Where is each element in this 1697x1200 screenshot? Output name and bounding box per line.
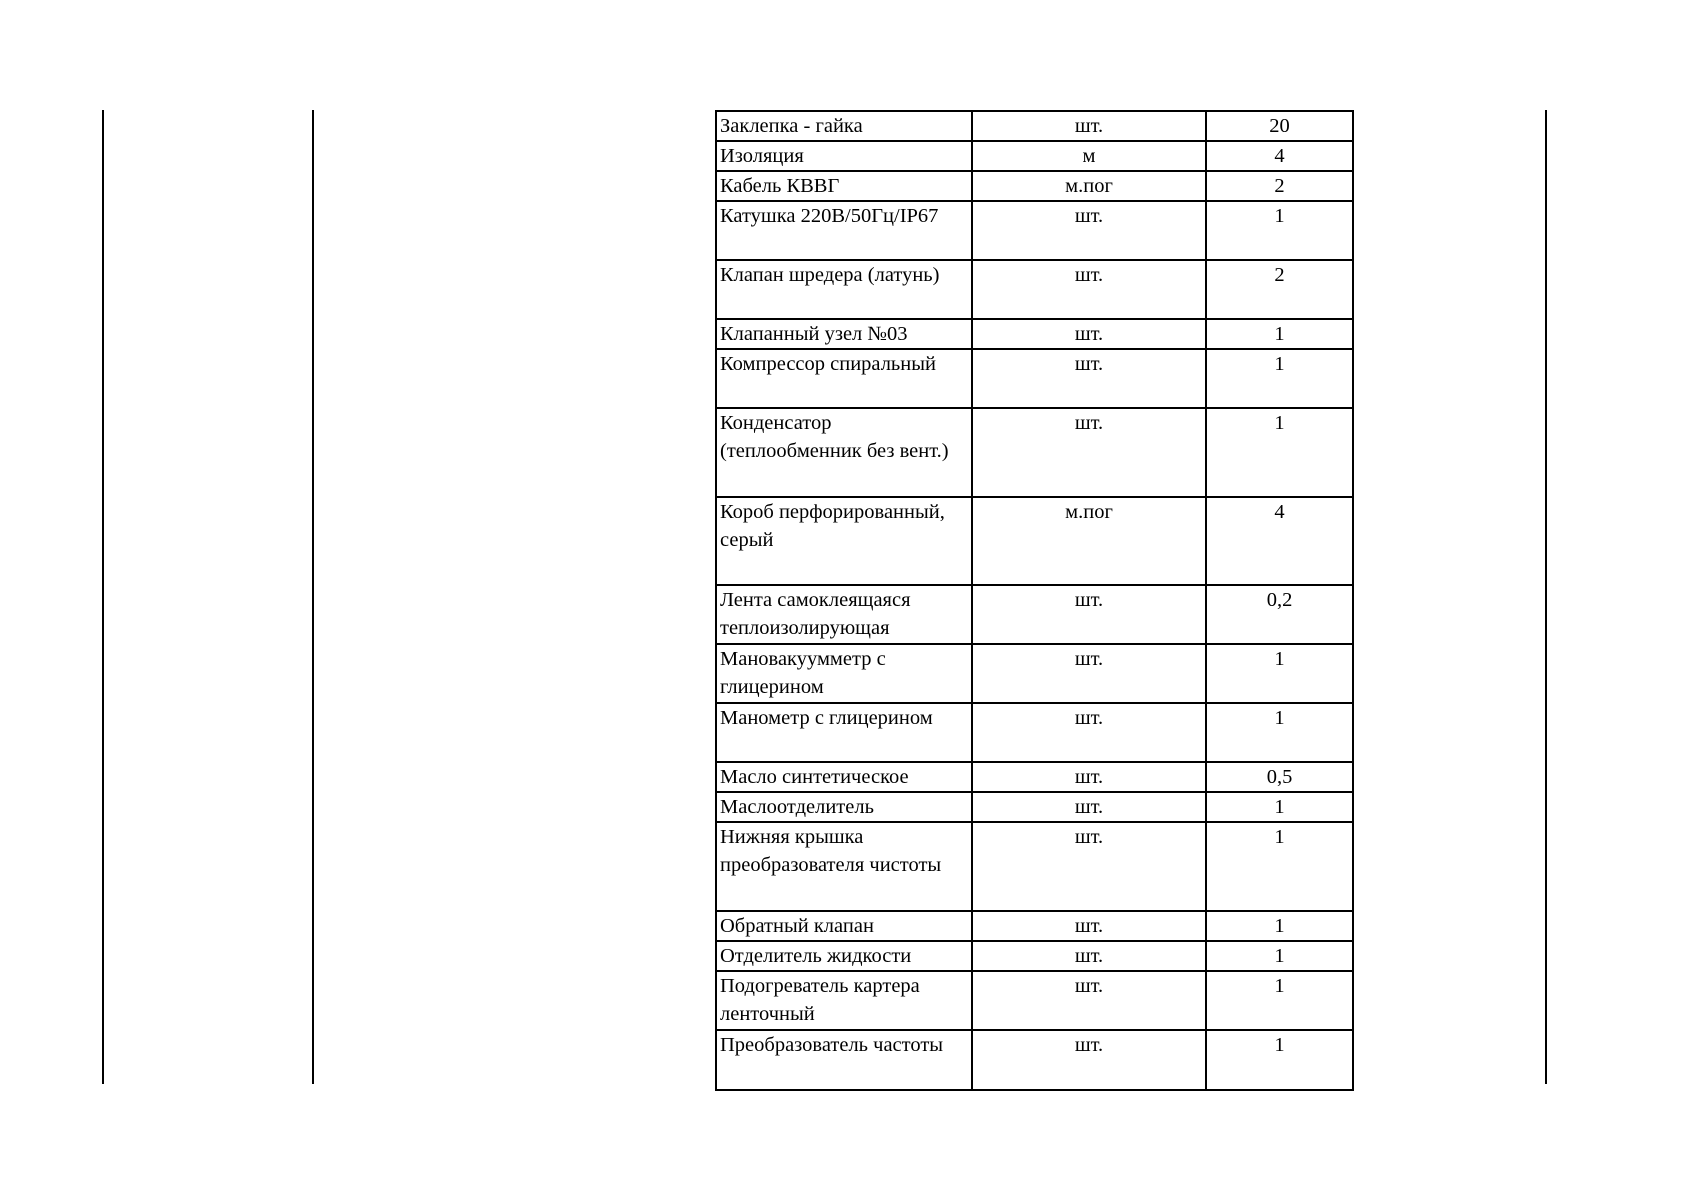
item-name: Кабель КВВГ [716, 171, 972, 201]
item-unit: шт. [972, 971, 1206, 1030]
item-quantity: 1 [1206, 644, 1353, 703]
table-row [716, 497, 1353, 585]
item-quantity: 1 [1206, 319, 1353, 349]
item-unit: шт. [972, 911, 1206, 941]
item-quantity: 1 [1206, 911, 1353, 941]
item-name: Нижняя крышка преобразователя чистоты [716, 822, 972, 911]
item-quantity: 4 [1206, 141, 1353, 171]
item-unit: шт. [972, 941, 1206, 971]
item-quantity: 1 [1206, 703, 1353, 762]
table-row [716, 141, 1353, 171]
item-quantity: 2 [1206, 171, 1353, 201]
item-quantity: 1 [1206, 408, 1353, 497]
table-row [716, 971, 1353, 1030]
item-quantity: 1 [1206, 349, 1353, 408]
table-row [716, 585, 1353, 644]
table-row [716, 171, 1353, 201]
materials-table [715, 110, 1354, 1091]
item-quantity: 20 [1206, 111, 1353, 141]
item-name: Катушка 220В/50Гц/IP67 [716, 201, 972, 260]
item-name: Короб перфорированный, серый [716, 497, 972, 585]
table-row [716, 941, 1353, 971]
item-name: Подогреватель картера ленточный [716, 971, 972, 1030]
table-row [716, 201, 1353, 260]
item-name: Клапанный узел №03 [716, 319, 972, 349]
item-name: Компрессор спиральный [716, 349, 972, 408]
item-unit: м.пог [972, 171, 1206, 201]
table-row [716, 408, 1353, 497]
page-frame-line-left [102, 110, 104, 1084]
page-frame-line-right [1545, 110, 1547, 1084]
item-name: Манометр с глицерином [716, 703, 972, 762]
item-name: Клапан шредера (латунь) [716, 260, 972, 319]
item-quantity: 2 [1206, 260, 1353, 319]
item-unit: шт. [972, 644, 1206, 703]
item-name: Масло синтетическое [716, 762, 972, 792]
table-row [716, 762, 1353, 792]
item-unit: шт. [972, 585, 1206, 644]
table-row [716, 319, 1353, 349]
table-row [716, 703, 1353, 762]
item-unit: шт. [972, 319, 1206, 349]
item-unit: шт. [972, 260, 1206, 319]
item-name: Мановакуумметр с глицерином [716, 644, 972, 703]
item-unit: шт. [972, 762, 1206, 792]
item-name: Обратный клапан [716, 911, 972, 941]
item-quantity: 0,5 [1206, 762, 1353, 792]
item-unit: шт. [972, 792, 1206, 822]
item-name: Лента самоклеящаяся теплоизолирующая [716, 585, 972, 644]
page-frame-line-inner [312, 110, 314, 1084]
item-unit: шт. [972, 201, 1206, 260]
item-unit: шт. [972, 349, 1206, 408]
table-row [716, 822, 1353, 911]
item-name: Изоляция [716, 141, 972, 171]
item-quantity: 1 [1206, 792, 1353, 822]
table-row [716, 911, 1353, 941]
item-name: Отделитель жидкости [716, 941, 972, 971]
item-name: Преобразователь частоты [716, 1030, 972, 1090]
item-quantity: 1 [1206, 201, 1353, 260]
item-name: Заклепка - гайка [716, 111, 972, 141]
item-name: Маслоотделитель [716, 792, 972, 822]
item-quantity: 4 [1206, 497, 1353, 585]
item-unit: шт. [972, 408, 1206, 497]
item-unit: шт. [972, 703, 1206, 762]
item-quantity: 1 [1206, 971, 1353, 1030]
item-quantity: 1 [1206, 941, 1353, 971]
item-unit: шт. [972, 822, 1206, 911]
table-row [716, 792, 1353, 822]
item-quantity: 0,2 [1206, 585, 1353, 644]
table-row [716, 644, 1353, 703]
table-row [716, 260, 1353, 319]
item-unit: шт. [972, 111, 1206, 141]
item-unit: м.пог [972, 497, 1206, 585]
item-unit: м [972, 141, 1206, 171]
table-row [716, 111, 1353, 141]
item-quantity: 1 [1206, 822, 1353, 911]
item-name: Конденсатор (теплообменник без вент.) [716, 408, 972, 497]
table-row [716, 349, 1353, 408]
item-unit: шт. [972, 1030, 1206, 1090]
table-row [716, 1030, 1353, 1090]
item-quantity: 1 [1206, 1030, 1353, 1090]
